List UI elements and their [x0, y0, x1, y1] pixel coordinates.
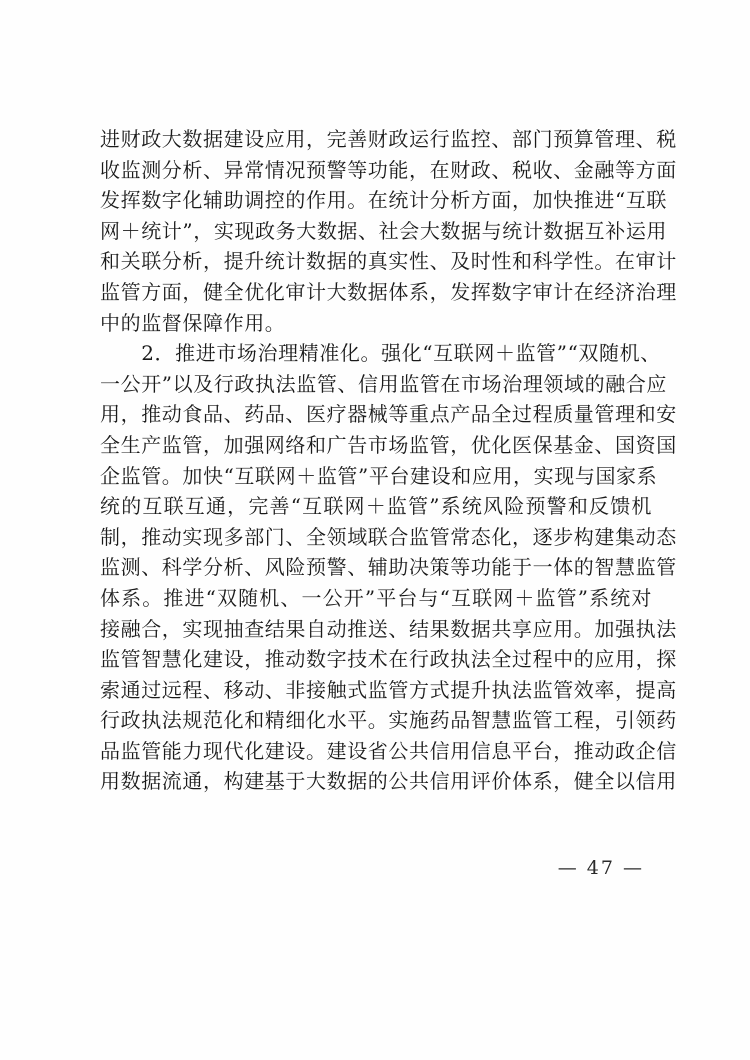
text-line: 行政执法规范化和精细化水平。实施药品智慧监管工程，引领药: [100, 708, 677, 733]
text-line: 监管方面，健全优化审计大数据体系，发挥数字审计在经济治理: [100, 279, 677, 304]
text-line: 品监管能力现代化建设。建设省公共信用信息平台，推动政企信: [100, 738, 677, 763]
text-line: 一公开”以及行政执法监管、信用监管在市场治理领域的融合应: [100, 371, 668, 396]
text-line: 制，推动实现多部门、全领域联合监管常态化，逐步构建集动态: [100, 524, 677, 549]
text-line: 监测、科学分析、风险预警、辅助决策等功能于一体的智慧监管: [100, 555, 677, 580]
text-line: 索通过远程、移动、非接触式监管方式提升执法监管效率，提高: [100, 677, 677, 702]
text-line: 用，推动食品、药品、医疗器械等重点产品全过程质量管理和安: [100, 402, 677, 427]
text-line: 收监测分析、异常情况预警等功能，在财政、税收、金融等方面: [100, 157, 677, 182]
text-line: 和关联分析，提升统计数据的真实性、及时性和科学性。在审计: [100, 249, 677, 274]
text-line: 用数据流通，构建基于大数据的公共信用评价体系，健全以信用: [100, 769, 677, 794]
text-line: 发挥数字化辅助调控的作用。在统计分析方面，加快推进“互联: [100, 188, 668, 213]
body-text: [100, 124, 677, 797]
text-line: 监管智慧化建设，推动数字技术在行政执法全过程中的应用，探: [100, 647, 677, 672]
text-line: 统的互联互通，完善“互联网＋监管”系统风险预警和反馈机: [100, 494, 652, 519]
text-line: 企监管。加快“互联网＋监管”平台建设和应用，实现与国家系: [100, 463, 658, 488]
page-number: — 47 —: [557, 857, 644, 879]
text-line: 中的监督保障作用。: [100, 310, 286, 335]
text-line: 2．推进市场治理精准化。强化“互联网＋监管”“双随机、: [100, 341, 661, 366]
text-line: 进财政大数据建设应用，完善财政运行监控、部门预算管理、税: [100, 127, 677, 151]
text-line: 全生产监管，加强网络和广告市场监管，优化医保基金、国资国: [100, 432, 677, 457]
text-line: 接融合，实现抽查结果自动推送、结果数据共享应用。加强执法: [100, 616, 677, 641]
text-line: 体系。推进“双随机、一公开”平台与“互联网＋监管”系统对: [100, 585, 652, 610]
text-line: 网＋统计”，实现政务大数据、社会大数据与统计数据互补运用: [100, 218, 668, 243]
